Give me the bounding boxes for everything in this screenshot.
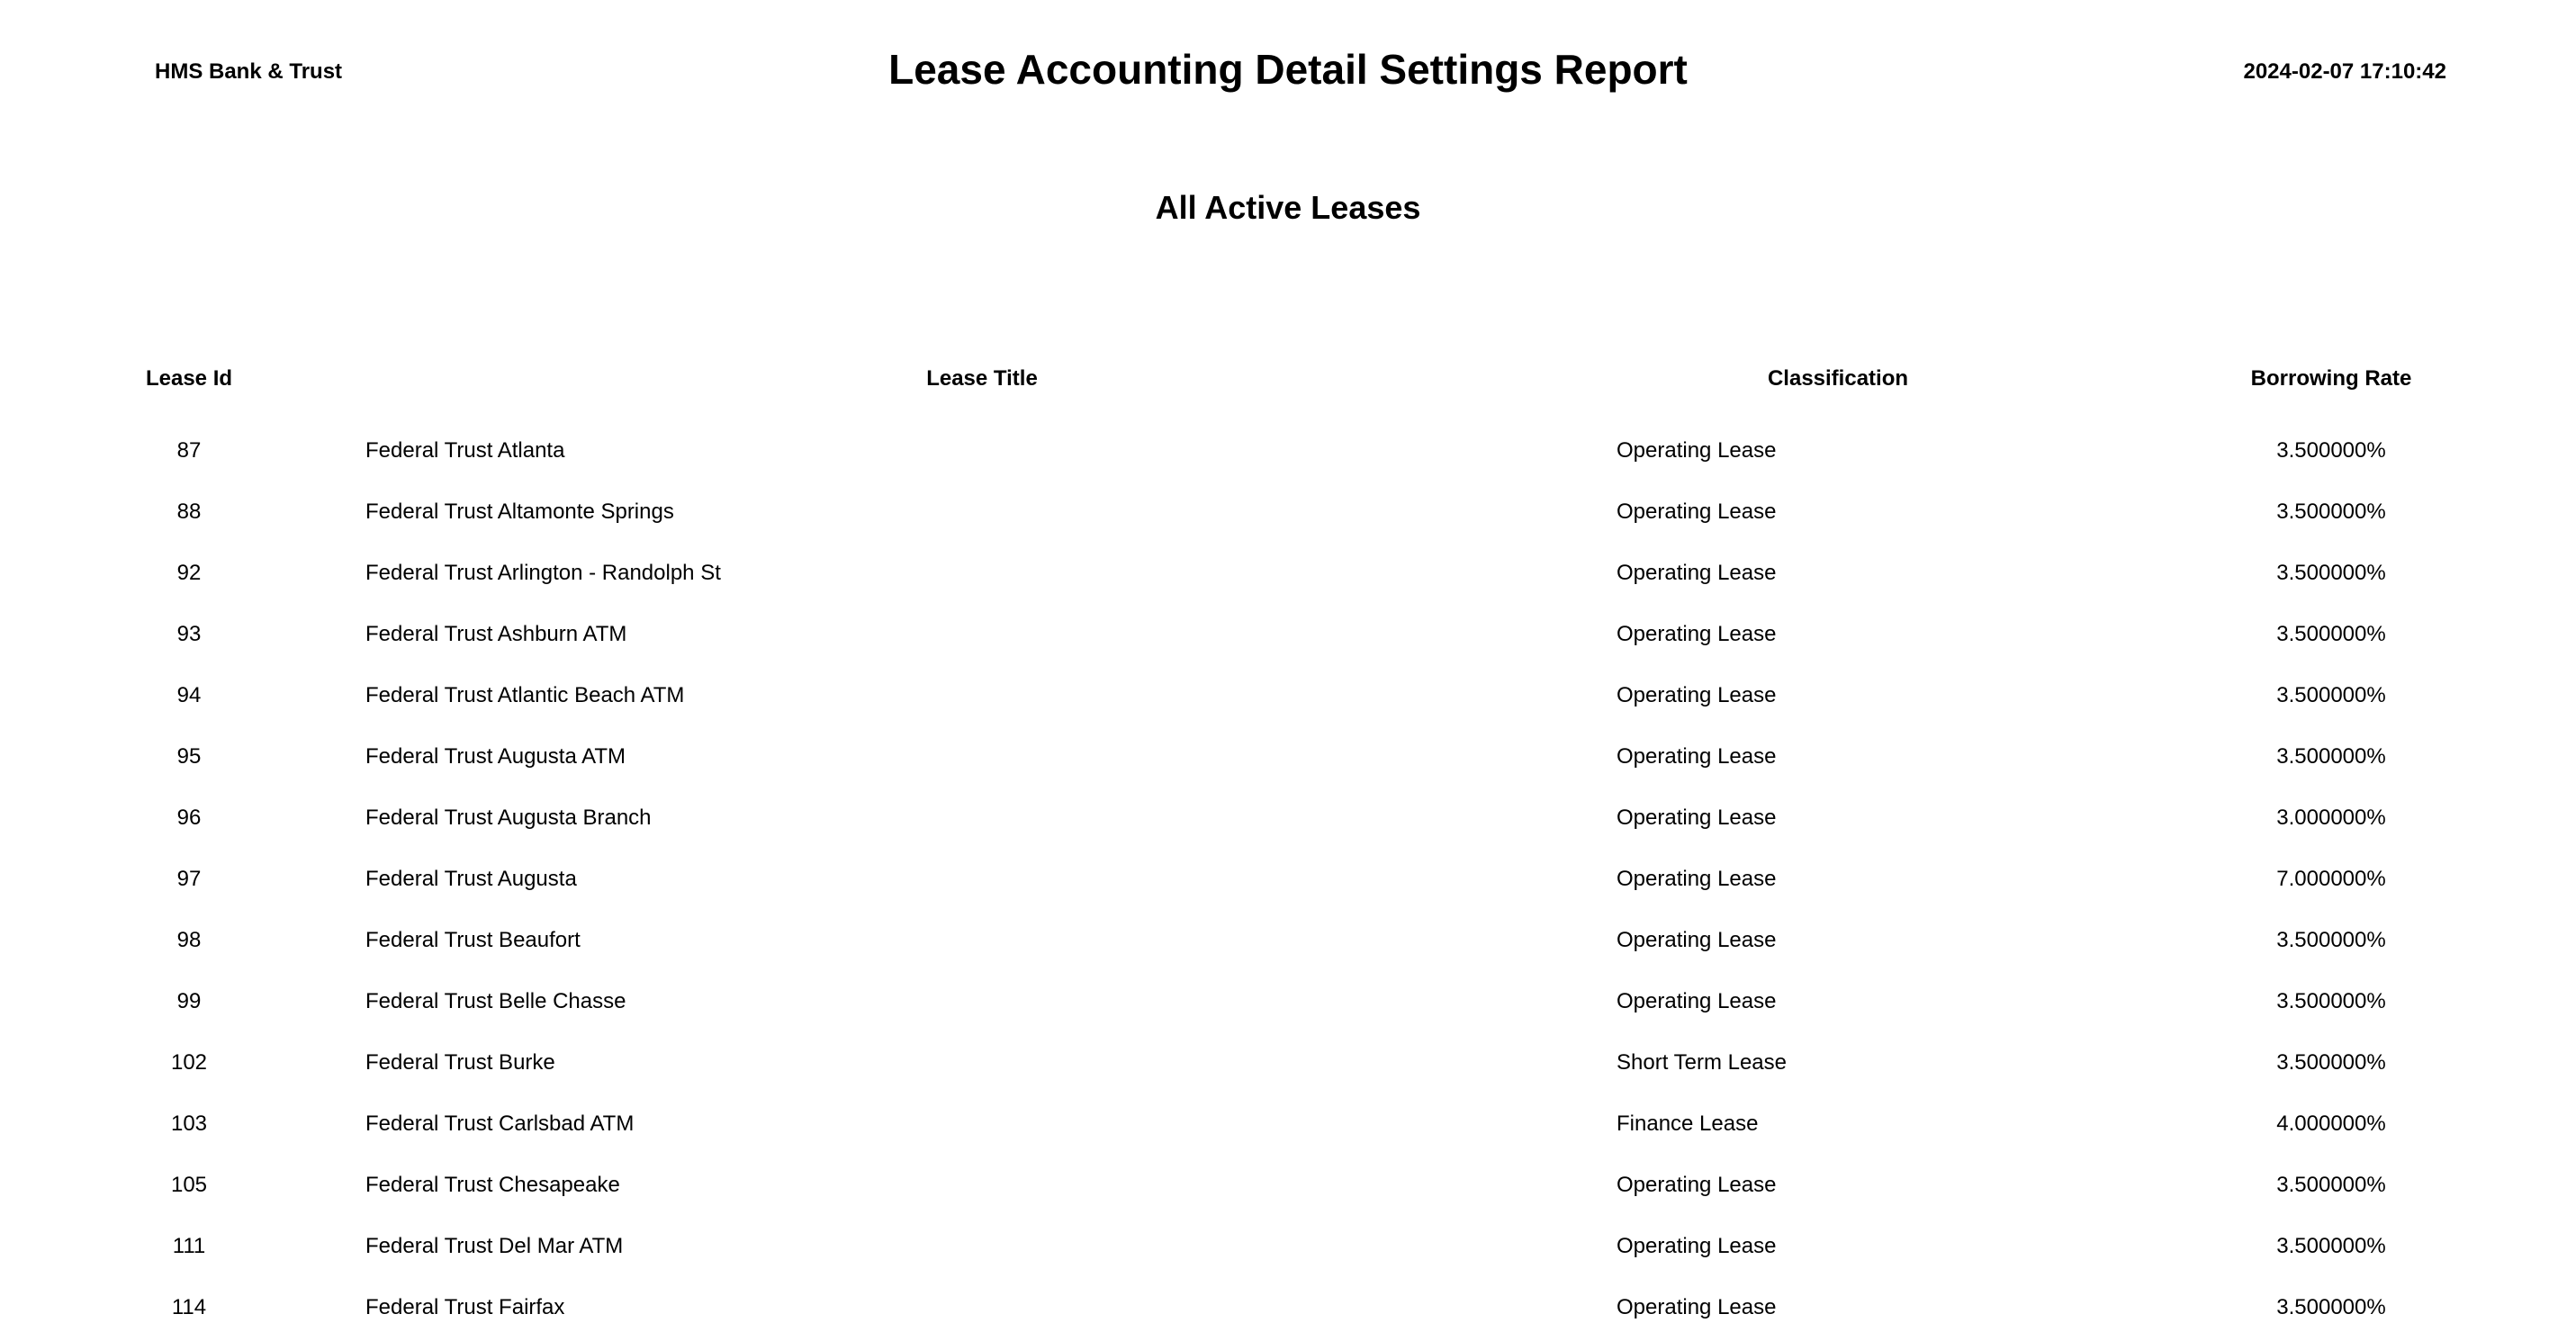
table-row: [0, 484, 2576, 545]
borrowing-rate-cell: 3.500000%: [2276, 989, 2386, 1013]
borrowing-rate-cell: 3.500000%: [2276, 1295, 2386, 1319]
column-header-lease-title: Lease Title: [926, 366, 1038, 391]
table-row: [0, 668, 2576, 729]
lease-title-cell: Federal Trust Burke: [365, 1050, 555, 1075]
table-row: [0, 1219, 2576, 1280]
lease-title-cell: Federal Trust Augusta: [365, 867, 577, 891]
classification-cell: Operating Lease: [1617, 622, 1777, 646]
lease-table: [0, 351, 2576, 1341]
lease-title-cell: Federal Trust Augusta ATM: [365, 744, 626, 769]
lease-id-cell: 114: [171, 1295, 207, 1319]
lease-title-cell: Federal Trust Arlington - Randolph St: [365, 561, 721, 585]
lease-id-cell: 99: [176, 989, 202, 1013]
classification-cell: Operating Lease: [1617, 1234, 1777, 1258]
lease-title-cell: Federal Trust Fairfax: [365, 1295, 565, 1319]
lease-title-cell: Federal Trust Belle Chasse: [365, 989, 626, 1013]
column-header-lease-id: Lease Id: [145, 366, 233, 391]
borrowing-rate-cell: 3.500000%: [2276, 438, 2386, 463]
table-row: [0, 1157, 2576, 1219]
org-name: HMS Bank & Trust: [155, 59, 343, 84]
column-header-classification: Classification: [1767, 366, 1909, 391]
borrowing-rate-cell: 3.500000%: [2276, 683, 2386, 707]
table-row: [0, 1280, 2576, 1341]
classification-cell: Operating Lease: [1617, 683, 1777, 707]
column-header-borrowing-rate: Borrowing Rate: [2250, 366, 2412, 391]
lease-id-cell: 111: [172, 1234, 206, 1258]
lease-id-cell: 103: [170, 1112, 208, 1136]
borrowing-rate-cell: 3.500000%: [2276, 500, 2386, 524]
borrowing-rate-cell: 4.000000%: [2276, 1112, 2386, 1136]
classification-cell: Operating Lease: [1617, 928, 1777, 952]
classification-cell: Operating Lease: [1617, 867, 1777, 891]
borrowing-rate-cell: 3.000000%: [2276, 806, 2386, 830]
table-row: [0, 790, 2576, 851]
table-body: [0, 423, 2576, 1341]
report-timestamp: 2024-02-07 17:10:42: [2243, 59, 2446, 84]
report-subtitle: All Active Leases: [1155, 189, 1421, 226]
lease-title-cell: Federal Trust Altamonte Springs: [365, 500, 674, 524]
borrowing-rate-cell: 3.500000%: [2276, 622, 2386, 646]
lease-id-cell: 88: [176, 500, 202, 524]
lease-title-cell: Federal Trust Augusta Branch: [365, 806, 652, 830]
table-header-row: [0, 351, 2576, 423]
lease-id-cell: 87: [176, 438, 202, 463]
borrowing-rate-cell: 7.000000%: [2276, 867, 2386, 891]
classification-cell: Operating Lease: [1617, 1173, 1777, 1197]
lease-title-cell: Federal Trust Ashburn ATM: [365, 622, 627, 646]
table-row: [0, 851, 2576, 913]
report-title: Lease Accounting Detail Settings Report: [888, 46, 1688, 93]
classification-cell: Finance Lease: [1617, 1112, 1759, 1136]
lease-id-cell: 93: [176, 622, 202, 646]
table-row: [0, 1096, 2576, 1157]
table-row: [0, 423, 2576, 484]
lease-id-cell: 95: [176, 744, 202, 769]
classification-cell: Operating Lease: [1617, 561, 1777, 585]
lease-title-cell: Federal Trust Chesapeake: [365, 1173, 620, 1197]
table-row: [0, 607, 2576, 668]
lease-id-cell: 102: [170, 1050, 208, 1075]
lease-id-cell: 96: [176, 806, 202, 830]
borrowing-rate-cell: 3.500000%: [2276, 1173, 2386, 1197]
classification-cell: Operating Lease: [1617, 989, 1777, 1013]
lease-id-cell: 98: [176, 928, 202, 952]
classification-cell: Operating Lease: [1617, 744, 1777, 769]
borrowing-rate-cell: 3.500000%: [2276, 1050, 2386, 1075]
lease-id-cell: 94: [176, 683, 202, 707]
table-row: [0, 729, 2576, 790]
lease-id-cell: 105: [170, 1173, 208, 1197]
table-row: [0, 1035, 2576, 1096]
lease-title-cell: Federal Trust Beaufort: [365, 928, 581, 952]
borrowing-rate-cell: 3.500000%: [2276, 1234, 2386, 1258]
lease-title-cell: Federal Trust Atlantic Beach ATM: [365, 683, 685, 707]
classification-cell: Operating Lease: [1617, 1295, 1777, 1319]
table-row: [0, 913, 2576, 974]
lease-id-cell: 97: [176, 867, 202, 891]
borrowing-rate-cell: 3.500000%: [2276, 744, 2386, 769]
classification-cell: Short Term Lease: [1617, 1050, 1787, 1075]
classification-cell: Operating Lease: [1617, 806, 1777, 830]
borrowing-rate-cell: 3.500000%: [2276, 561, 2386, 585]
borrowing-rate-cell: 3.500000%: [2276, 928, 2386, 952]
lease-title-cell: Federal Trust Del Mar ATM: [365, 1234, 624, 1258]
table-row: [0, 545, 2576, 607]
classification-cell: Operating Lease: [1617, 438, 1777, 463]
classification-cell: Operating Lease: [1617, 500, 1777, 524]
lease-title-cell: Federal Trust Atlanta: [365, 438, 565, 463]
lease-title-cell: Federal Trust Carlsbad ATM: [365, 1112, 635, 1136]
lease-id-cell: 92: [176, 561, 202, 585]
table-row: [0, 974, 2576, 1035]
